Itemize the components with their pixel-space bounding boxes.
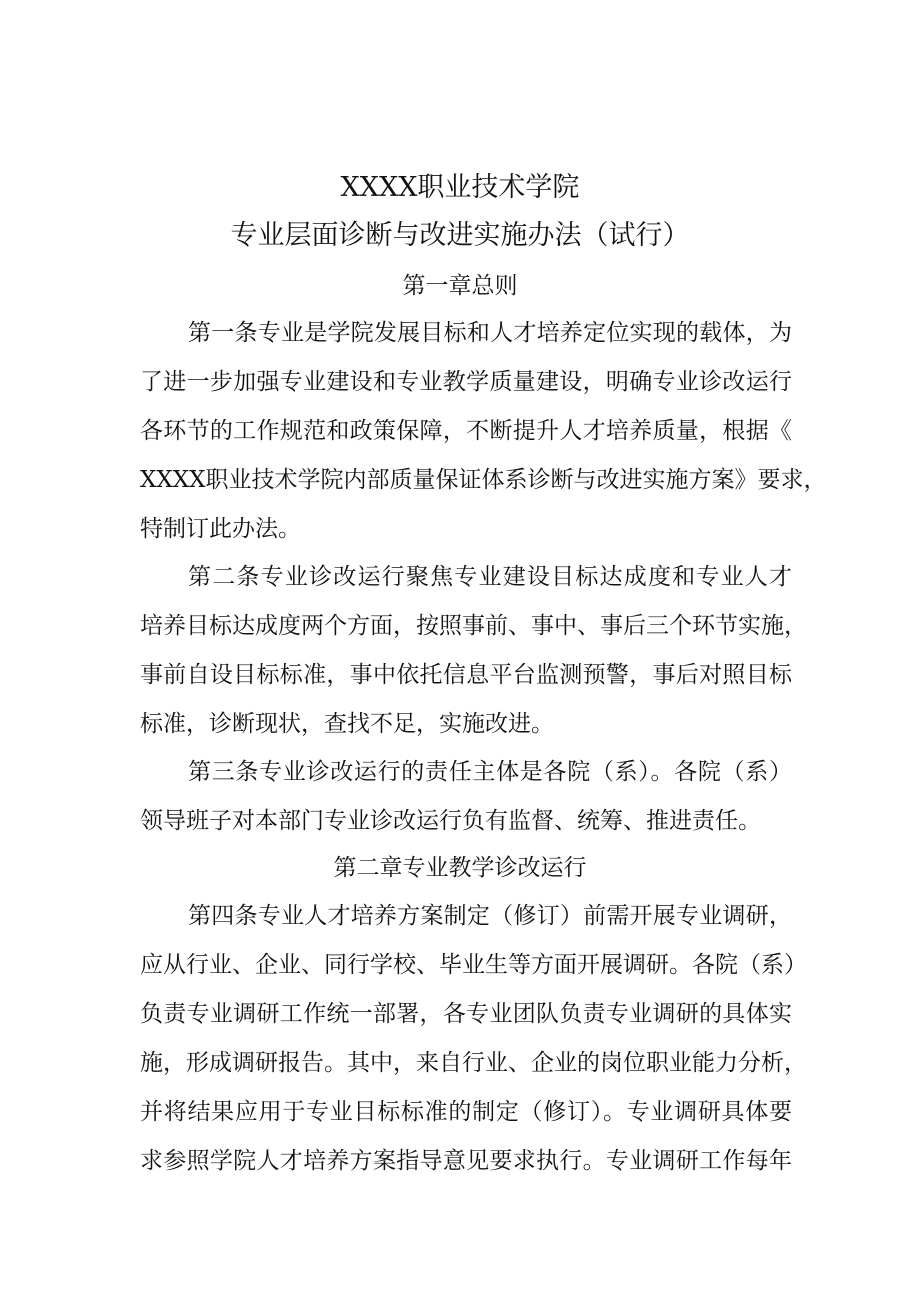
article2-line: 第二条专业诊改运行聚焦专业建设目标达成度和专业人才: [188, 564, 792, 590]
chapter2-heading: 第二章专业教学诊改运行: [333, 855, 587, 881]
article3-line: 第三条专业诊改运行的责任主体是各院（系）。各院（系）: [188, 759, 792, 785]
school-title: XXXX职业技术学院: [340, 172, 580, 203]
article1-line: 第一条专业是学院发展目标和人才培养定位实现的载体，为: [188, 320, 792, 346]
article1-line: 各环节的工作规范和政策保障，不断提升人才培养质量，根据《: [140, 418, 792, 444]
article1-line: XXXX职业技术学院内部质量保证体系诊断与改进实施方案》要求，: [140, 467, 827, 493]
article4-line: 应从行业、企业、同行学校、毕业生等方面开展调研。各院（系）: [140, 952, 807, 978]
article2-line: 培养目标达成度两个方面，按照事前、事中、事后三个环节实施，: [140, 613, 807, 639]
chapter1-heading: 第一章总则: [402, 273, 518, 299]
article1-line: 了进一步加强专业建设和专业教学质量建设，明确专业诊改运行: [140, 369, 792, 395]
article1-line: 特制订此办法。: [140, 516, 301, 542]
article2-line: 事前自设目标标准，事中依托信息平台监测预警，事后对照目标: [140, 662, 792, 688]
article3-line: 领导班子对本部门专业诊改运行负有监督、统筹、推进责任。: [140, 808, 761, 834]
article2-line: 标准，诊断现状，查找不足，实施改进。: [140, 711, 554, 737]
article4-line: 负责专业调研工作统一部署，各专业团队负责专业调研的具体实: [140, 1001, 792, 1027]
document-title: 专业层面诊断与改进实施办法（试行）: [230, 220, 690, 251]
article4-line: 求参照学院人才培养方案指导意见要求执行。专业调研工作每年: [140, 1148, 792, 1174]
article4-line: 并将结果应用于专业目标标准的制定（修订）。专业调研具体要: [140, 1099, 792, 1125]
article4-line: 第四条专业人才培养方案制定（修订）前需开展专业调研，: [188, 903, 792, 929]
article4-line: 施，形成调研报告。其中，来自行业、企业的岗位职业能力分析，: [140, 1050, 807, 1076]
